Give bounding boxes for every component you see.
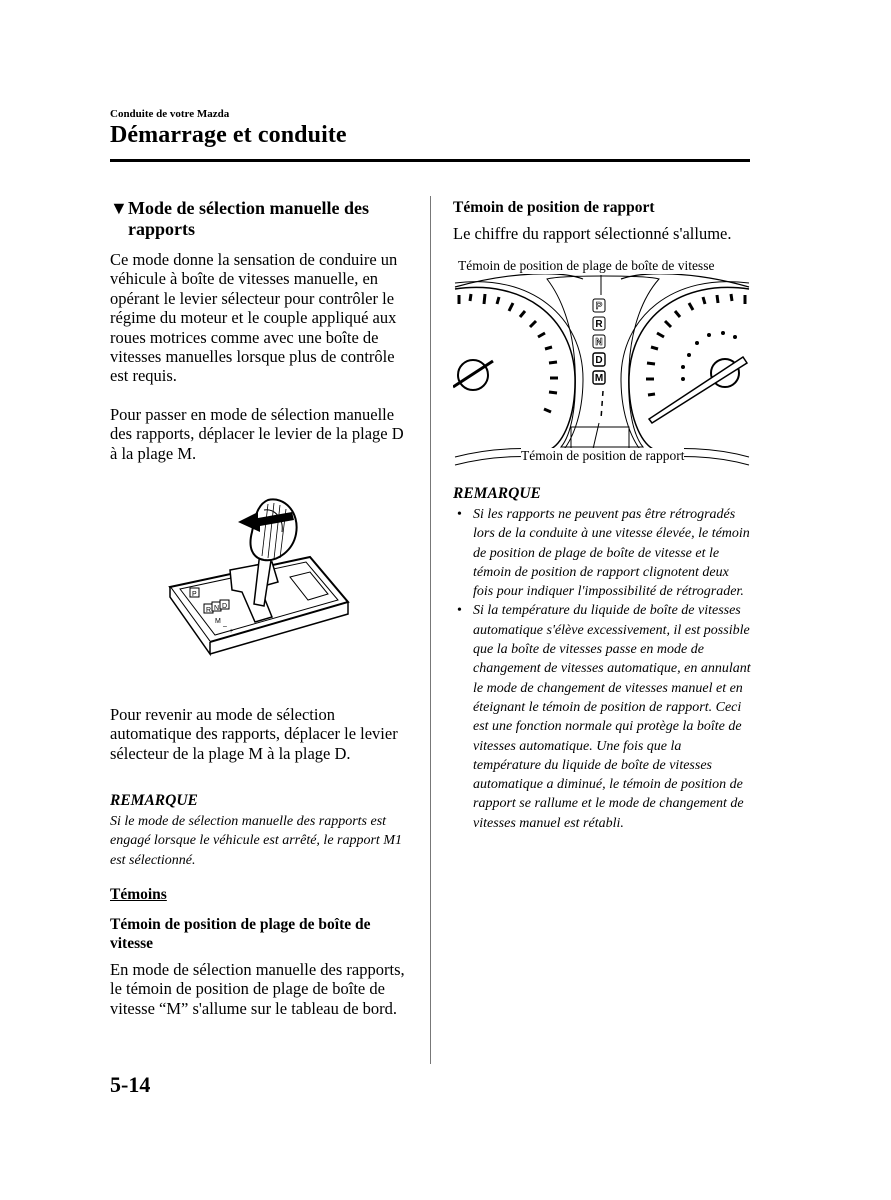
gear-letter-m: M bbox=[594, 373, 604, 384]
temoins-heading: Témoins bbox=[110, 886, 167, 903]
section-heading bbox=[110, 198, 410, 240]
section-heading-text: Mode de sélection manuelle des rapports bbox=[128, 198, 369, 239]
remark-bullet-list bbox=[453, 505, 751, 833]
title-rule bbox=[110, 159, 750, 162]
page-title: Démarrage et conduite bbox=[110, 122, 347, 148]
gear-letter-d: D bbox=[595, 355, 603, 366]
gear-letter-p: P bbox=[595, 301, 603, 312]
gear-indicator-callout: Témoin de position de rapport bbox=[521, 448, 685, 463]
gear-letter-r: R bbox=[595, 319, 603, 330]
shifter-mark-r: R bbox=[206, 607, 212, 614]
page-number: 5-14 bbox=[110, 1072, 151, 1097]
right-remark-heading: REMARQUE bbox=[453, 485, 541, 502]
remark-text: Si le mode de sélection manuelle des rapports est engagé lorsque le véhicule est arrêté, le rapport M1 est sélectionné. bbox=[110, 814, 402, 868]
range-indicator-heading: Témoin de position de plage de boîte de vitesse bbox=[110, 916, 371, 952]
shift-lever-illustration bbox=[160, 492, 360, 677]
remark-bullet-text: Si la température du liquide de boîte de vitesses automatique s'élève excessivement, il est possible que la boîte de vitesses passe en mode de changement de vitesses automatique, en annulant le mode de changement de vitesses manuel et en éteignant le témoin de position de rapport. Ceci est une fonction normale qui protège la boîte de vitesses automatique. Une fois que la température du liquide de boîte de vitesses automatique a diminué, le témoin de position de rapport se rallume et le mode de changement de vitesses manuel est rétabli. bbox=[473, 603, 751, 831]
shifter-mark-p: P bbox=[192, 591, 197, 598]
remark-bullet bbox=[453, 601, 751, 833]
bullet-icon: • bbox=[457, 507, 462, 522]
triangle-down-icon: ▼ bbox=[110, 198, 128, 218]
range-indicator-callout: Témoin de position de plage de boîte de vitesse bbox=[458, 258, 715, 273]
return-to-auto-paragraph: Pour revenir au mode de sélection automatique des rapports, déplacer le levier sélecteur de la plage M à la plage D. bbox=[110, 705, 398, 763]
remark-bullet-text: Si les rapports ne peuvent pas être rétrogradés lors de la conduite à une vitesse élevée, le témoin de position de plage de boîte de vitesse et le témoin de position de rapport clignotent deux fois pour indiquer l'impossibilité de rétrograder. bbox=[473, 507, 750, 600]
column-divider bbox=[430, 196, 431, 1064]
bullet-icon: • bbox=[457, 603, 462, 619]
gear-indicator-heading: Témoin de position de rapport bbox=[453, 199, 655, 216]
gear-indicator-paragraph: Le chiffre du rapport sélectionné s'allume. bbox=[453, 224, 732, 243]
switch-to-manual-paragraph: Pour passer en mode de sélection manuelle des rapports, déplacer le levier de la plage D à la plage M. bbox=[110, 405, 404, 463]
shifter-mark-m: M bbox=[215, 618, 221, 625]
shifter-mark-plus: + bbox=[229, 628, 234, 635]
range-indicator-paragraph: En mode de sélection manuelle des rapports, le témoin de position de plage de boîte de vitesse “M” s'allume sur le tableau de bord. bbox=[110, 960, 405, 1018]
gear-letter-n: N bbox=[595, 337, 603, 348]
shifter-mark-minus: – bbox=[223, 623, 227, 630]
section-label: Conduite de votre Mazda bbox=[110, 108, 230, 120]
shifter-mark-n: N bbox=[214, 605, 220, 612]
remark-bullet bbox=[453, 505, 751, 601]
remark-heading: REMARQUE bbox=[110, 792, 198, 809]
shifter-mark-d: D bbox=[222, 603, 228, 610]
instrument-cluster-illustration bbox=[453, 257, 751, 475]
intro-paragraph: Ce mode donne la sensation de conduire un véhicule à boîte de vitesses manuelle, en opérant le levier sélecteur pour contrôler le régime du moteur et le couple appliqué aux roues motrices comme avec une boîte de vitesses manuelles lorsque plus de contrôle est requis. bbox=[110, 250, 398, 386]
